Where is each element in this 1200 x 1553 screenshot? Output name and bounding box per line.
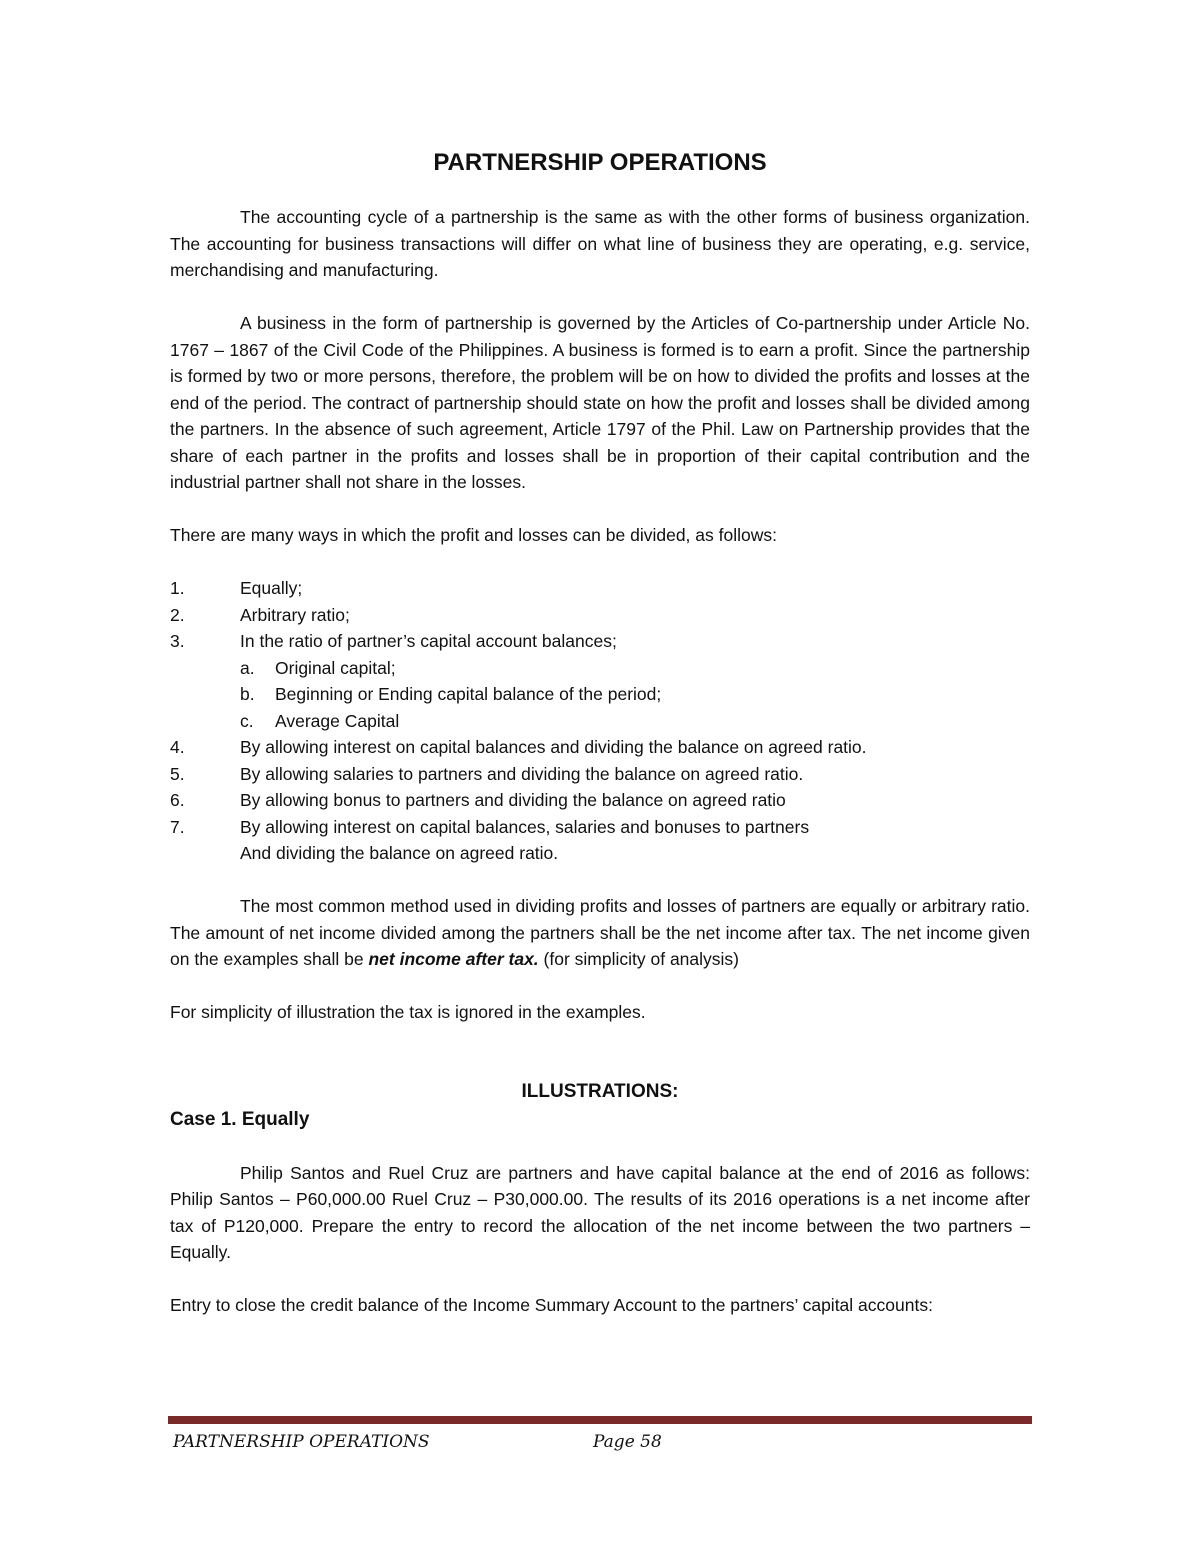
paragraph-case-description: Philip Santos and Ruel Cruz are partners and have capital balance at the end of 2016 as follows: Philip Santos – P60,000.00 Ruel Cruz – P30,000.00. The results of its 2016 operations is a net income after tax of P120,000. Prepare the entry to record the allocation of the net income between the two partners – Equally. xyxy=(170,1162,1030,1262)
footer-title: PARTNERSHIP OPERATIONS xyxy=(173,1432,430,1452)
case-heading: Case 1. Equally xyxy=(170,1108,310,1130)
page-number: Page 58 xyxy=(593,1432,662,1452)
list-item: 1. Equally; xyxy=(170,578,303,598)
list-item: 4. By allowing interest on capital balances and dividing the balance on agreed ratio. xyxy=(170,737,867,757)
paragraph-accounting-cycle: The accounting cycle of a partnership is the same as with the other forms of business organization. The accounting for business transactions will differ on what line of business they are operating, e.g. service, merchandising and manufacturing. xyxy=(170,207,1030,280)
list-item: 7. By allowing interest on capital balances, salaries and bonuses to partners xyxy=(170,816,810,837)
paragraph-articles-of-partnership: A business in the form of partnership is governed by the Articles of Co-partnership under Article No. 1767 – 1867 of the Civil Code of the Philippines. A business is formed is to earn a profit. Since the partnership is formed by two or more persons, therefore, the problem will be on how to divided the profits and losses at the end of the period. The contract of partnership should state on how the profit and losses shall be divided among the partners. In the absence of such agreement, Article 1797 of the Phil. Law on Partnership provides that the share of each partner in the profits and losses shall be in proportion of their capital contribution and the industrial partner shall not share in the losses. xyxy=(170,313,1030,492)
list-continuation: And dividing the balance on agreed ratio. xyxy=(240,843,559,863)
sublist-item: a. Original capital; xyxy=(240,657,396,678)
division-methods-list xyxy=(170,575,1030,840)
paragraph-closing-entry: Entry to close the credit balance of the Income Summary Account to the partners’ capital accounts: xyxy=(170,1295,933,1315)
list-item: 6. By allowing bonus to partners and dividing the balance on agreed ratio xyxy=(170,790,786,810)
list-item: 3. In the ratio of partner’s capital account balances; a. Original capital; b. Beginning or Ending capital balance of the period; c. Average Capital xyxy=(170,628,1030,734)
capital-ratio-sublist xyxy=(240,655,1030,735)
list-intro: There are many ways in which the profit and losses can be divided, as follows: xyxy=(170,525,777,545)
paragraph-tax-ignored: For simplicity of illustration the tax is ignored in the examples. xyxy=(170,1002,646,1022)
page-content xyxy=(170,148,1030,1319)
illustrations-heading: ILLUSTRATIONS: xyxy=(521,1080,679,1102)
page-title: PARTNERSHIP OPERATIONS xyxy=(433,149,767,176)
paragraph-common-method: The most common method used in dividing profits and losses of partners are equally or arbitrary ratio. The amount of net income divided among the partners shall be the net income after tax. The net income given on the examples shall be net income after tax. (for simplicity of analysis) xyxy=(170,896,1030,969)
emphasis-net-income: net income after tax. xyxy=(368,949,539,969)
footer-divider xyxy=(168,1416,1032,1424)
list-item: 2. Arbitrary ratio; xyxy=(170,604,350,625)
sublist-item: b. Beginning or Ending capital balance of the period; xyxy=(240,684,662,704)
list-item: 5. By allowing salaries to partners and dividing the balance on agreed ratio. xyxy=(170,763,804,784)
sublist-item: c. Average Capital xyxy=(240,710,400,731)
